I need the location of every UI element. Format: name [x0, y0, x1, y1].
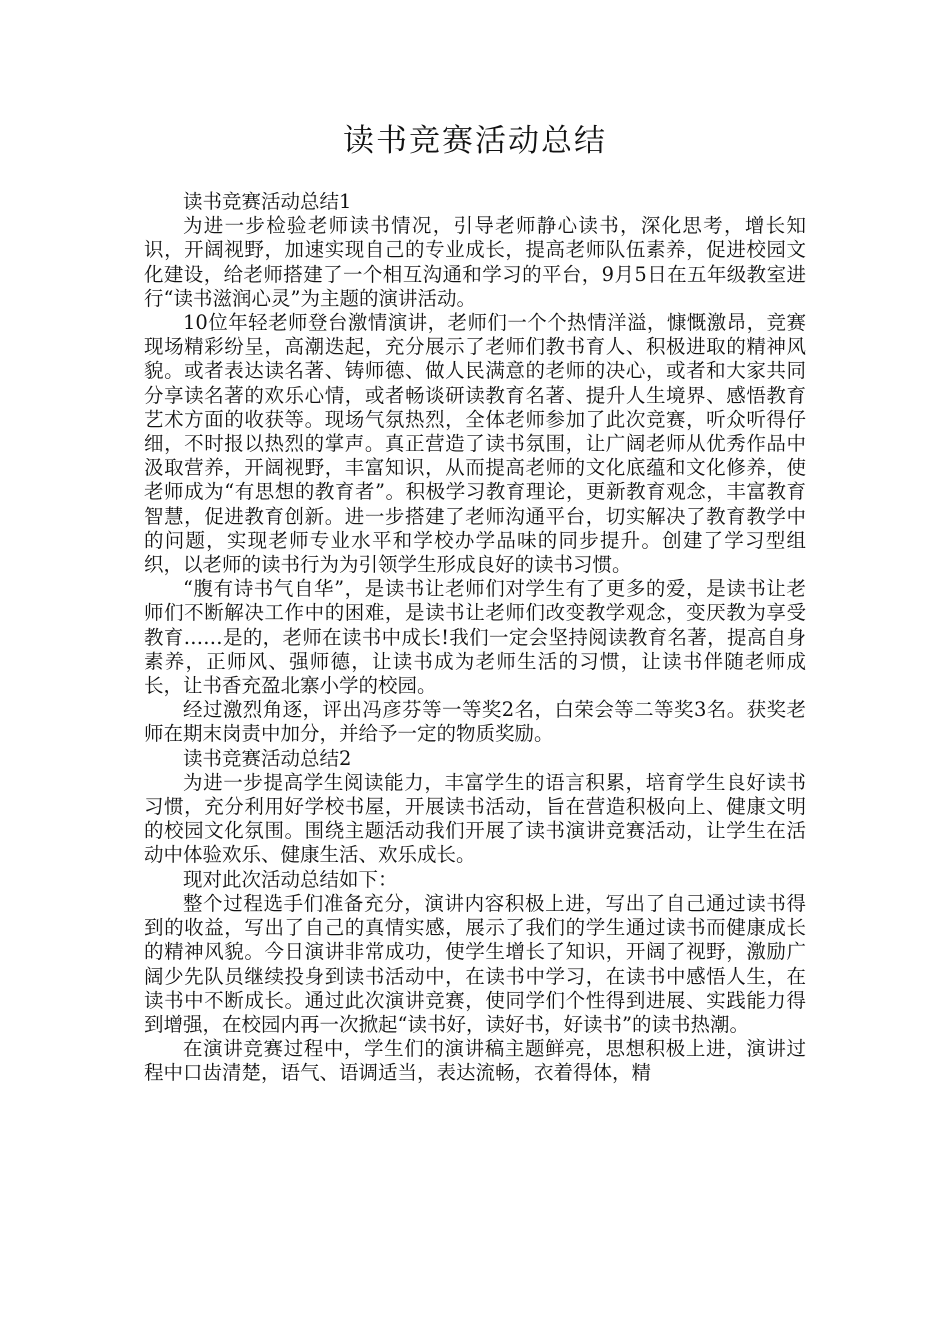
paragraph: 为进一步检验老师读书情况，引导老师静心读书，深化思考，增长知识，开阔视野，加速实现自己的专业成长，提高老师队伍素养，促进校园文化建设，给老师搭建了一个相互沟通和学习的平台，9月5日在五年级教室进行“读书滋润心灵”为主题的演讲活动。 [144, 214, 806, 310]
paragraph: “腹有诗书气自华”，是读书让老师们对学生有了更多的爱，是读书让老师们不断解决工作中的困难，是读书让老师们改变教学观念，变厌教为享受教育……是的，老师在读书中成长!我们一定会坚持阅读教育名著，提高自身素养，正师风、强师德，让读书成为老师生活的习惯，让读书伴随老师成长，让书香充盈北寨小学的校园。 [144, 577, 806, 698]
paragraph: 整个过程选手们准备充分，演讲内容积极上进，写出了自己通过读书得到的收益，写出了自己的真情实感，展示了我们的学生通过读书而健康成长的精神风貌。今日演讲非常成功，使学生增长了知识，开阔了视野，激励广阔少先队员继续投身到读书活动中，在读书中学习，在读书中感悟人生，在读书中不断成长。通过此次演讲竞赛，使同学们个性得到进展、实践能力得到增强，在校园内再一次掀起“读书好，读好书，好读书”的读书热潮。 [144, 891, 806, 1036]
document-body [144, 190, 806, 1086]
paragraph: 在演讲竞赛过程中，学生们的演讲稿主题鲜亮，思想积极上进，演讲过程中口齿清楚，语气、语调适当，表达流畅，衣着得体，精 [144, 1037, 806, 1085]
section-heading-1: 读书竞赛活动总结1 [183, 190, 352, 213]
document-title: 读书竞赛活动总结 [343, 123, 607, 159]
section-heading-2: 读书竞赛活动总结2 [183, 746, 352, 770]
paragraph: 为进一步提高学生阅读能力，丰富学生的语言积累，培育学生良好读书习惯，充分利用好学校书屋，开展读书活动，旨在营造积极向上、健康文明的校园文化氛围。围绕主题活动我们开展了读书演讲竞赛活动，让学生在活动中体验欢乐、健康生活、欢乐成长。 [144, 770, 806, 867]
paragraph: 10位年轻老师登台激情演讲，老师们一个个热情洋溢，慷慨激昂，竞赛现场精彩纷呈，高潮迭起，充分展示了老师们教书育人、积极进取的精神风貌。或者表达读名著、铸师德、做人民满意的老师的决心，或者和大家共同分享读名著的欢乐心情，或者畅谈研读教育名著、提升人生境界、感悟教育艺术方面的收获等。现场气氛热烈，全体老师参加了此次竞赛，听众听得仔细，不时报以热烈的掌声。真正营造了读书氛围，让广阔老师从优秀作品中汲取营养，开阔视野，丰富知识，从而提高老师的文化底蕴和文化修养，使老师成为“有思想的教育者”。积极学习教育理论，更新教育观念，丰富教育智慧，促进教育创新。进一步搭建了老师沟通平台，切实解决了教育教学中的问题，实现老师专业水平和学校办学品味的同步提升。创建了学习型组织，以老师的读书行为为引领学生形成良好的读书习惯。 [144, 311, 806, 577]
paragraph: 经过激烈角逐，评出冯彦芬等一等奖2名，白荣会等二等奖3名。获奖老师在期末岗责中加分，并给予一定的物质奖励。 [144, 698, 806, 746]
paragraph: 现对此次活动总结如下： [183, 867, 398, 891]
